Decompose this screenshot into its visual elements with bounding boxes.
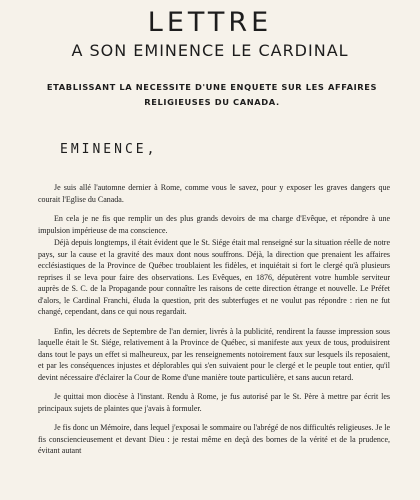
page-subheading: ETABLISSANT LA NECESSITE D'UNE ENQUETE SUR LES AFFAIRES RELIGIEUSES DU CANADA.: [46, 82, 378, 107]
page-subtitle: A SON EMINENCE LE CARDINAL: [71, 41, 349, 60]
paragraph-3: Déjà depuis longtemps, il était évident que le St. Siége était mal renseigné sur la situation réelle de notre pays, sur la cause et la gravité des maux dont nous souffrons. Déjà, la direction que prenaient les affaires ecclésiastiques de la Province de Québec troublaient les fidèles, et inquiétait si fort le clergé qu'à plusieurs reprises il se leva pour faire des observations. Les Evêques, en 1876, députèrent votre humble serviteur auprès de S. C. de la Propagande pour connaître les raisons de cette direction étrange et nouvelle. Le Préfet d'alors, le Cardinal Franchi, éluda la question, prit des subterfuges et ne voulut pas répondre : rien ne fut changé, cependant, dans ce qui nous regardait.: [38, 238, 390, 316]
paragraph-6: Je fis donc un Mémoire, dans lequel j'exposai le sommaire ou l'abrégé de nos difficultés religieuses. Je le fis consciencieusement et devant Dieu : je restai même en deçà des bornes de la vérité et de la prudence, évitant autant: [38, 423, 390, 455]
paragraph-1: Je suis allé l'automne dernier à Rome, comme vous le savez, pour y exposer les graves dangers que courait l'Eglise du Canada.: [38, 183, 390, 204]
paragraph-4: Enfin, les décrets de Septembre de l'an dernier, livrés à la publicité, rendirent la fausse impression sous laquelle était le St. Siége, relativement à la Province de Québec, si manifeste aux yeux de tous, produisirent dans tout le pays un effet si malheureux, par les renseignements notoirement faux sur lesquels ils reposaient, et par les conséquences injustes et déplorables qui s'en suivaient pour le clergé et le peuple tout entier, qu'il devint nécessaire d'éclairer la Cour de Rome d'une manière toute particulière, et sans aucun retard.: [38, 326, 390, 382]
letter-body: [38, 182, 390, 465]
salutation: EMINENCE,: [60, 142, 158, 157]
page-title: LETTRE: [147, 7, 273, 38]
paragraph-5: Je quittai mon diocèse à l'instant. Rendu à Rome, je fus autorisé par le St. Père à mettre par écrit les principaux sujets de plaintes que j'avais à formuler.: [38, 392, 390, 413]
paragraph-2: En cela je ne fis que remplir un des plus grands devoirs de ma charge d'Evêque, et répondre à une impulsion impérieuse de ma conscience.: [38, 214, 390, 235]
